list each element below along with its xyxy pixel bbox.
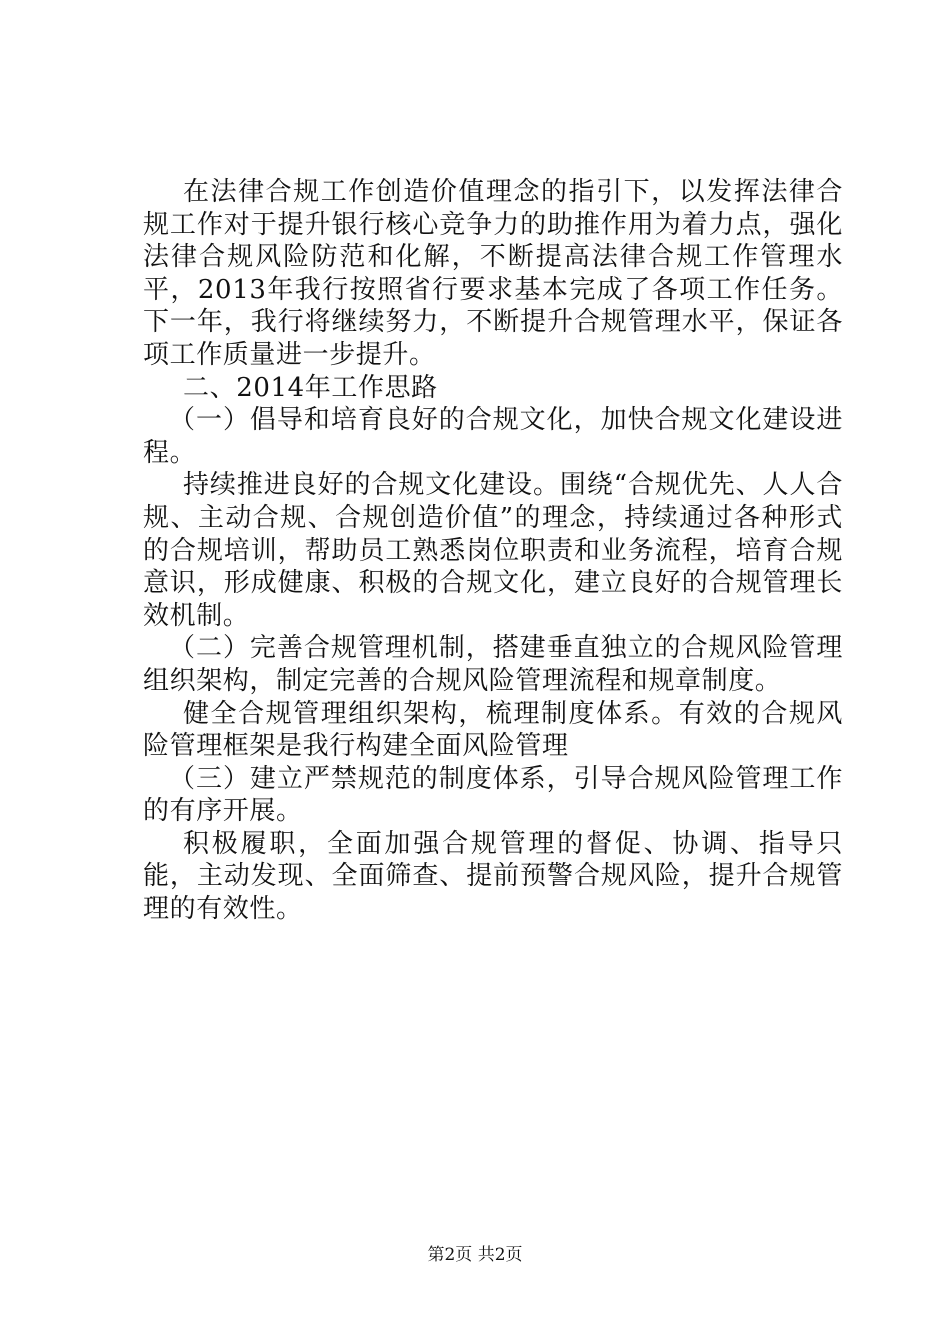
paragraph-organization: 健全合规管理组织架构，梳理制度体系。有效的合规风险管理框架是我行构建全面风险管理 bbox=[143, 698, 843, 762]
document-body bbox=[143, 176, 843, 926]
paragraph-summary: 在法律合规工作创造价值理念的指引下，以发挥法律合规工作对于提升银行核心竞争力的助推作用为着力点，强化法律合规风险防范和化解，不断提高法律合规工作管理水平，2013年我行按照省行要求基本完成了各项工作任务。下一年，我行将继续努力，不断提升合规管理水平，保证各项工作质量进一步提升。 bbox=[143, 177, 843, 370]
subheading-1: （一）倡导和培育良好的合规文化，加快合规文化建设进程。 bbox=[143, 405, 843, 468]
paragraph-compliance-culture: 持续推进良好的合规文化建设。围绕“合规优先、人人合规、主动合规、合规创造价值”的理念，持续通过各种形式的合规培训，帮助员工熟悉岗位职责和业务流程，培育合规意识，形成健康、积极的合规文化，建立良好的合规管理长效机制。 bbox=[143, 470, 843, 631]
section-heading-2014-plan: 二、2014年工作思路 bbox=[183, 372, 438, 403]
page-footer bbox=[0, 1243, 950, 1267]
page-number: 第2页 bbox=[427, 1245, 473, 1265]
subheading-3: （三）建立严禁规范的制度体系，引导合规风险管理工作的有序开展。 bbox=[143, 763, 843, 827]
page-total: 共2页 bbox=[477, 1245, 523, 1265]
paragraph-duties: 积极履职，全面加强合规管理的督促、协调、指导只能，主动发现、全面筛查、提前预警合规风险，提升合规管理的有效性。 bbox=[143, 828, 843, 925]
subheading-2: （二）完善合规管理机制，搭建垂直独立的合规风险管理组织架构，制定完善的合规风险管理流程和规章制度。 bbox=[143, 633, 843, 696]
